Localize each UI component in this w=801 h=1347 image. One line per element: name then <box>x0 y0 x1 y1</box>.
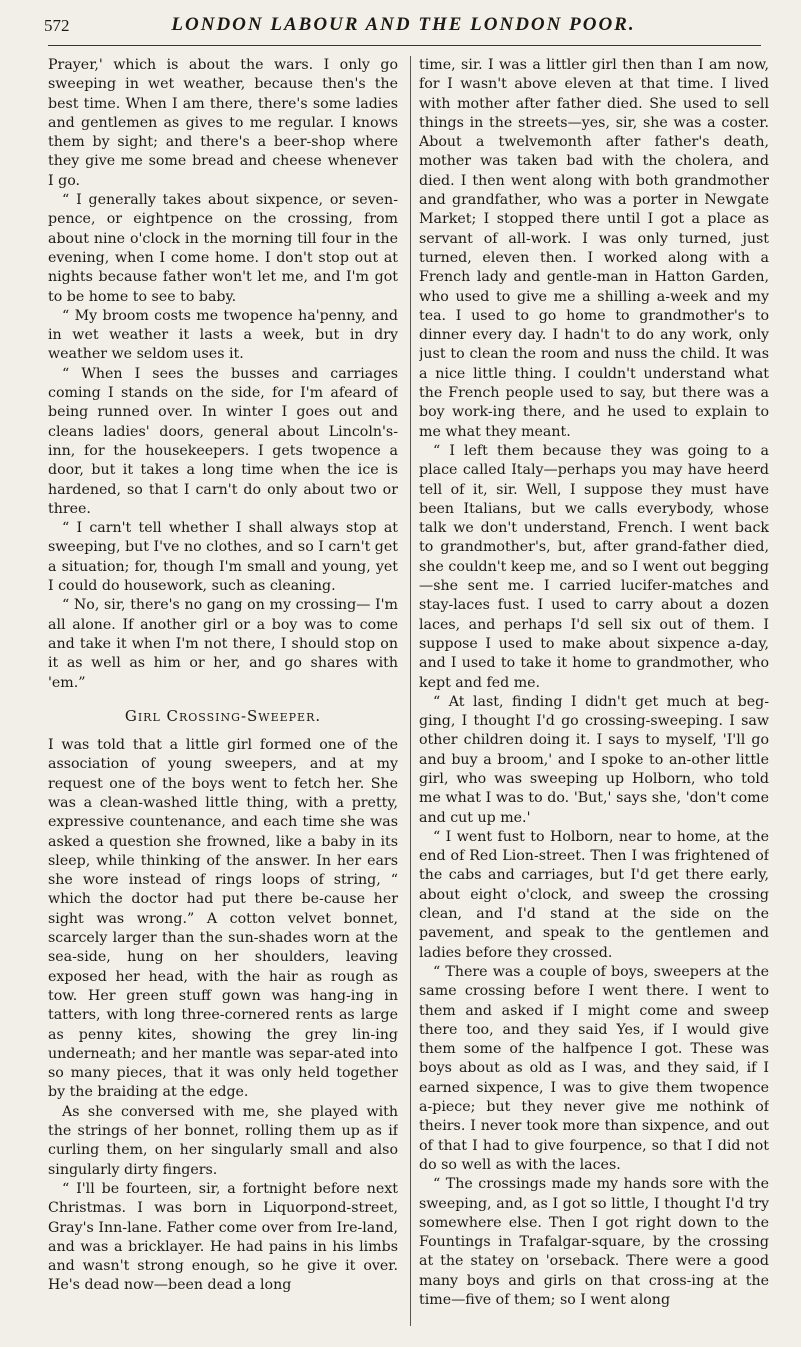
paragraph: As she conversed with me, she played with the strings of her bonnet, rolling them up as if curling them, on her singularly small and also singularly dirty fingers. <box>48 1103 398 1178</box>
paragraph: Prayer,' which is about the wars. I only go sweeping in wet weather, because then's the best time. When I am there, there's some ladies and gentlemen as gives to me regular. I knows them by sight; and there's a beer-shop where they give me some bread and cheese whenever I go. <box>48 57 398 189</box>
paragraph: “ The crossings made my hands sore with the sweeping, and, as I got so little, I thought I'd try somewhere else. Then I got right down to the Fountings in Trafalgar-square, by the crossing at the statey on 'orseback. There were a good many boys and girls on that cross-ing at the time—five of them; so I went along <box>419 1176 769 1308</box>
section-title: Girl Crossing-Sweeper. <box>124 706 322 725</box>
paragraph: “ I generally takes about sixpence, or seven-pence, or eightpence on the crossing, from about nine o'clock in the morning till four in the evening, when I come home. I don't stop out at nights because father won't let me, and I'm got to be home to see to baby. <box>48 192 398 305</box>
page-number: 572 <box>44 16 70 35</box>
paragraph: “ No, sir, there's no gang on my crossing— I'm all alone. If another girl or a boy was to come and take it when I'm not there, I should stop on it as well as him or her, and go shares with 'em.” <box>48 597 398 691</box>
column-divider <box>410 56 411 1326</box>
paragraph: “ I'll be fourteen, sir, a fortnight before next Christmas. I was born in Liquorpond-street, Gray's Inn-lane. Father come over from Ire-land, and was a bricklayer. He had pains in his limbs and wasn't strong enough, so he give it over. He's dead now—been dead a long <box>48 1180 398 1294</box>
running-title: LONDON LABOUR AND THE LONDON POOR. <box>171 14 636 35</box>
paragraph: time, sir. I was a littler girl then than I am now, for I wasn't above eleven at that time. I lived with mother after father died. She used to sell things in the streets—yes, sir, she was a coster. About a twelvemonth after father's death, mother was taken bad with the cholera, and died. I then went along with both grandmother and grandfather, who was a porter in Newgate Market; I stopped there until I got a place as servant of all-work. I was only turned, just turned, eleven then. I worked along with a French lady and gentle-man in Hatton Garden, who used to give me a shilling a-week and my tea. I used to go home to grandmother's to dinner every day. I hadn't to do any work, only just to clean the room and nuss the child. It was a nice little thing. I couldn't understand what the French people used to say, but there was a boy work-ing there, and he used to explain to me what they meant. <box>419 57 769 440</box>
paragraph: “ I carn't tell whether I shall always stop at sweeping, but I've no clothes, and so I carn't get a situation; for, though I'm small and young, yet I could do housework, such as cleaning. <box>48 520 398 595</box>
paragraph: “ At last, finding I didn't get much at beg-ging, I thought I'd go crossing-sweeping. I saw other children doing it. I says to myself, 'I'll go and buy a broom,' and I spoke to an-other little girl, who was sweeping up Holborn, who told me what I was to do. 'But,' says she, 'don't come and cut up me.' <box>419 693 769 826</box>
paragraph: “ When I sees the busses and carriages coming I stands on the side, for I'm afeard of being runned over. In winter I goes out and cleans ladies' doors, general about Lincoln's-inn, for the housekeepers. I gets twopence a door, but it takes a long time when the ice is hardened, so that I carn't do only about two or three. <box>48 365 398 517</box>
right-column <box>419 56 769 1336</box>
page-header <box>44 14 763 44</box>
paragraph: “ There was a couple of boys, sweepers at the same crossing before I went there. I went to them and asked if I might come and sweep there too, and they said Yes, if I would give them some of the halfpence I got. These was boys about as old as I was, and they said, if I earned sixpence, I was to give them twopence a-piece; but they never give me nothink of theirs. I never took more than sixpence, and out of that I had to give fourpence, so that I did not do so well as with the laces. <box>419 963 769 1173</box>
paragraph: “ My broom costs me twopence ha'penny, and in wet weather it lasts a week, but in dry weather we seldom uses it. <box>48 307 398 363</box>
paragraph: “ I left them because they was going to a place called Italy—perhaps you may have heerd tell of it, sir. Well, I suppose they must have been Italians, but we calls everybody, whose talk we don't understand, French. I went back to grandmother's, but, after grand-father died, she couldn't keep me, and so I went out begging—she sent me. I carried lucifer-matches and stay-laces fust. I used to carry about a dozen laces, and perhaps I'd sell six out of them. I suppose I used to make about sixpence a-day, and I used to take it home to grandmother, who kept and fed me. <box>419 442 769 691</box>
header-rule <box>48 45 761 46</box>
left-column <box>48 56 398 1336</box>
paragraph: “ I went fust to Holborn, near to home, at the end of Red Lion-street. Then I was frightened of the cabs and carriages, but I'd get there early, about eight o'clock, and sweep the crossing clean, and I'd stand at the side on the pavement, and speak to the gentlemen and ladies before they crossed. <box>419 828 769 961</box>
paragraph: I was told that a little girl formed one of the association of young sweepers, and at my request one of the boys went to fetch her. She was a clean-washed little thing, with a pretty, expressive countenance, and each time she was asked a question she frowned, like a baby in its sleep, while thinking of the answer. In her ears she wore instead of rings loops of string, “ which the doctor had put there be-cause her sight was wrong.” A cotton velvet bonnet, scarcely larger than the sun-shades worn at the sea-side, hung on her shoulders, leaving exposed her head, with the hair as rough as tow. Her green stuff gown was hang-ing in tatters, with long three-cornered rents as large as penny kites, showing the grey lin-ing underneath; and her mantle was separ-ated into so many pieces, that it was only held together by the braiding at the edge. <box>48 737 398 1101</box>
